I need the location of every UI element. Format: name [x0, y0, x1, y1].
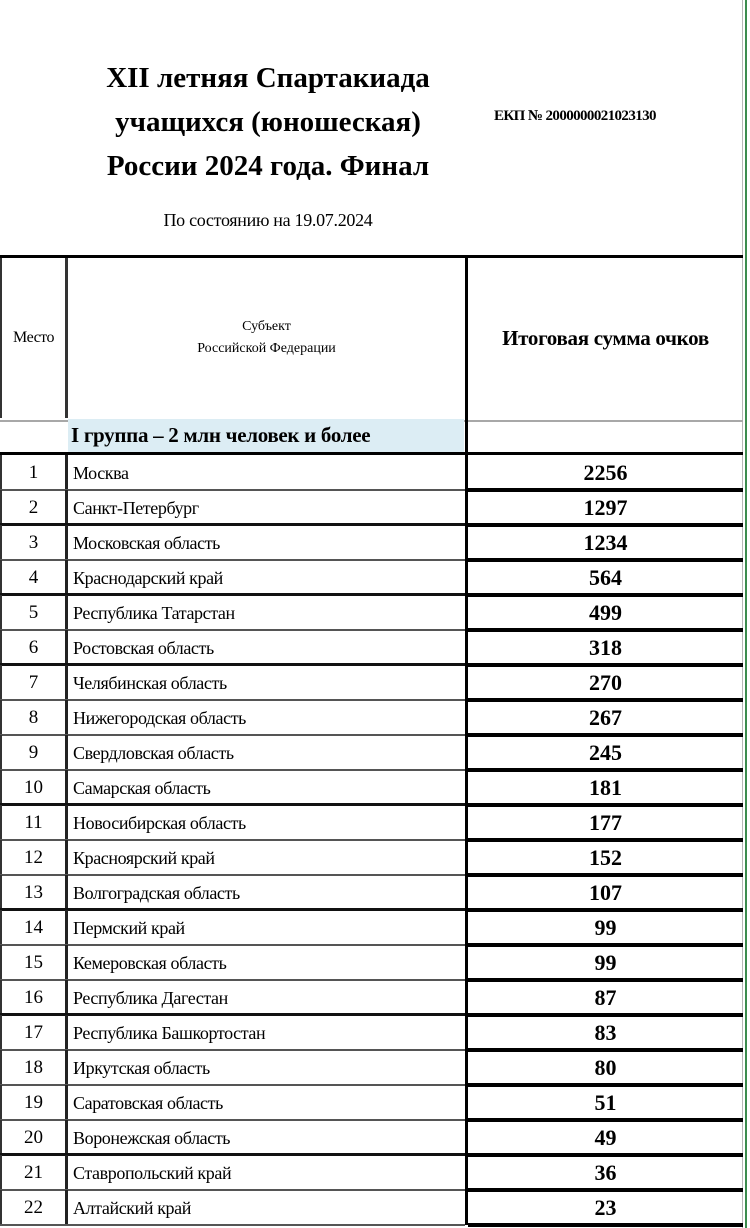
ekp-number: ЕКП № 2000000021023130: [494, 108, 656, 124]
table-header: [0, 255, 743, 418]
table-row: [0, 1085, 743, 1120]
score-cell: 49: [465, 1120, 743, 1155]
table-row: [0, 665, 743, 700]
score-cell: 23: [465, 1190, 743, 1225]
table-row: [0, 875, 743, 910]
table-row: [0, 1155, 743, 1190]
subject-cell: Свердловская область: [73, 743, 234, 763]
group-label: I группа – 2 млн человек и более: [71, 423, 371, 447]
subject-cell: Алтайский край: [73, 1198, 191, 1218]
place-cell: 14: [0, 910, 68, 945]
score-cell: 2256: [465, 455, 743, 490]
score-cell: 181: [465, 770, 743, 805]
table-row: [0, 910, 743, 945]
table-row: [0, 455, 743, 490]
subject-cell: Пермский край: [73, 918, 185, 938]
table-row: [0, 840, 743, 875]
place-cell: 3: [0, 525, 68, 560]
header-subject-line-2: Российской Федерации: [197, 341, 336, 356]
table-row: [0, 1190, 743, 1225]
place-cell: 6: [0, 630, 68, 665]
score-cell: 177: [465, 805, 743, 840]
score-cell: 270: [465, 665, 743, 700]
subject-cell: Нижегородская область: [73, 708, 246, 728]
place-cell: 19: [0, 1085, 68, 1120]
place-cell: 18: [0, 1050, 68, 1085]
table-row: [0, 700, 743, 735]
row-divider: [468, 1223, 743, 1227]
table-row: [0, 490, 743, 525]
score-cell: 99: [465, 945, 743, 980]
place-cell: 4: [0, 560, 68, 595]
place-cell: 17: [0, 1015, 68, 1050]
subject-cell: Воронежская область: [73, 1128, 231, 1148]
row-divider: [0, 1224, 465, 1226]
subject-cell: Самарская область: [73, 778, 211, 798]
subject-cell: Московская область: [73, 533, 220, 553]
subject-cell: Новосибирская область: [73, 813, 246, 833]
place-cell: 12: [0, 840, 68, 875]
score-cell: 245: [465, 735, 743, 770]
subject-cell: Иркутская область: [73, 1058, 210, 1078]
score-cell: 318: [465, 630, 743, 665]
table-row: [0, 1120, 743, 1155]
subject-cell: Саратовская область: [73, 1093, 223, 1113]
subject-cell: Москва: [73, 463, 129, 483]
place-cell: 8: [0, 700, 68, 735]
subject-cell: Республика Дагестан: [73, 988, 228, 1008]
header-total-score: Итоговая сумма очков: [465, 258, 743, 418]
score-cell: 83: [465, 1015, 743, 1050]
score-cell: 1234: [465, 525, 743, 560]
table-row: [0, 945, 743, 980]
place-cell: 20: [0, 1120, 68, 1155]
subject-cell: Санкт-Петербург: [73, 498, 199, 518]
place-cell: 5: [0, 595, 68, 630]
header-subject-line-1: Субъект: [242, 319, 291, 334]
place-cell: 10: [0, 770, 68, 805]
score-cell: 107: [465, 875, 743, 910]
place-cell: 1: [0, 455, 68, 490]
header-subject: [68, 258, 465, 418]
place-cell: 2: [0, 490, 68, 525]
header-place: Место: [0, 258, 68, 418]
place-cell: 9: [0, 735, 68, 770]
title-line-3: России 2024 года. Финал: [106, 150, 430, 182]
score-cell: 80: [465, 1050, 743, 1085]
place-cell: 15: [0, 945, 68, 980]
sheet-selection-edge: [745, 0, 747, 1228]
subject-cell: Республика Башкортостан: [73, 1023, 266, 1043]
subject-cell: Волгоградская область: [73, 883, 240, 903]
subject-cell: Краснодарский край: [73, 568, 223, 588]
table-row: [0, 770, 743, 805]
title-line-1: XII летняя Спартакиада: [106, 62, 430, 94]
table-row: [0, 980, 743, 1015]
score-cell: 87: [465, 980, 743, 1015]
table-row: [0, 525, 743, 560]
document-title: [60, 56, 476, 188]
score-cell: 499: [465, 595, 743, 630]
place-cell: 16: [0, 980, 68, 1015]
place-cell: 13: [0, 875, 68, 910]
place-cell: 21: [0, 1155, 68, 1190]
as-of-date: По состоянию на 19.07.2024: [163, 210, 373, 230]
subject-cell: Челябинская область: [73, 673, 227, 693]
score-cell: 564: [465, 560, 743, 595]
divider: [465, 418, 468, 455]
subject-cell: Ростовская область: [73, 638, 214, 658]
score-cell: 36: [465, 1155, 743, 1190]
table-row: [0, 1015, 743, 1050]
subject-cell: Ставропольский край: [73, 1163, 232, 1183]
subject-cell: Кемеровская область: [73, 953, 227, 973]
score-cell: 1297: [465, 490, 743, 525]
table-body: [0, 455, 743, 1225]
title-line-2: учащихся (юношеская): [115, 106, 421, 138]
score-cell: 267: [465, 700, 743, 735]
score-cell: 152: [465, 840, 743, 875]
subject-cell: Красноярский край: [73, 848, 215, 868]
table-row: [0, 805, 743, 840]
subject-cell: Республика Татарстан: [73, 603, 235, 623]
table-row: [0, 735, 743, 770]
table-row: [0, 630, 743, 665]
standings-table: [0, 255, 743, 1225]
group-row: [0, 418, 743, 455]
table-row: [0, 1050, 743, 1085]
table-row: [0, 560, 743, 595]
place-cell: 22: [0, 1190, 68, 1225]
score-cell: 51: [465, 1085, 743, 1120]
score-cell: 99: [465, 910, 743, 945]
place-cell: 7: [0, 665, 68, 700]
table-row: [0, 595, 743, 630]
place-cell: 11: [0, 805, 68, 840]
